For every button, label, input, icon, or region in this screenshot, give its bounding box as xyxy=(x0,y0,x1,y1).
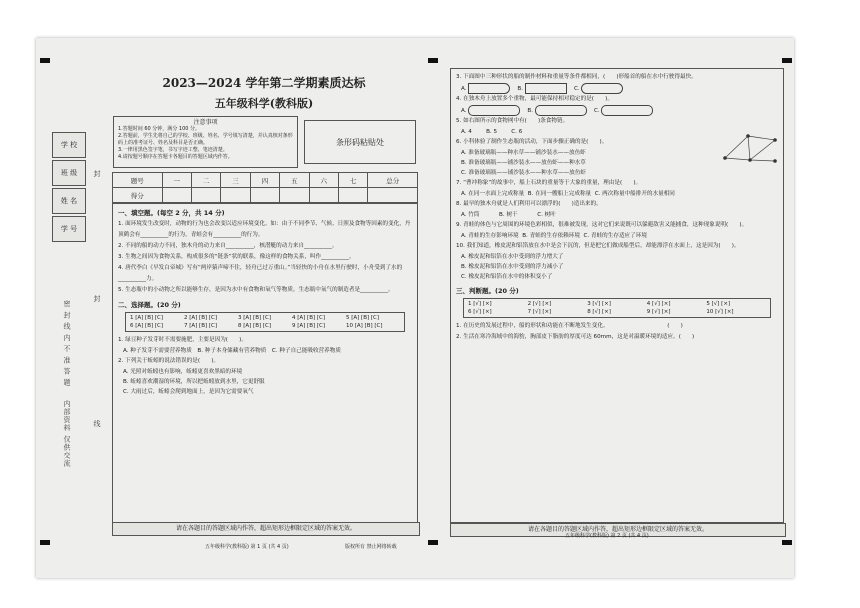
exam-subtitle: 五年级科学(教科版) xyxy=(214,97,314,110)
instructions-box xyxy=(113,116,298,168)
score-header: 三 xyxy=(221,173,250,188)
instruction-item: 2.答题前，学生先将自己的学校、班级、姓名、学号填写清楚，并认真核对条形码上的准考证号、姓名及科目是否正确。 xyxy=(118,133,293,146)
instruction-item: 4.请按题号顺序在答题卡各题目的答题区域内作答。 xyxy=(118,154,233,160)
score-table xyxy=(112,172,418,203)
food-web-diagram xyxy=(720,128,780,166)
registration-mark xyxy=(782,58,792,63)
student-info-column xyxy=(52,132,86,244)
option-label: B. xyxy=(527,108,534,114)
registration-mark xyxy=(428,58,438,63)
score-header: 总分 xyxy=(368,173,418,188)
score-header: 五 xyxy=(280,173,309,188)
option: B. 树干 xyxy=(499,212,518,218)
question: 5. 生态瓶中的小动物之所以能够生存，是因为水中有食物和氧气等物质。生态瓶中氧气的制造者是__________。 xyxy=(118,287,394,293)
answer-bubble[interactable]: 7 [√] [×] xyxy=(527,309,552,315)
seal-mark: 封 xyxy=(93,295,101,303)
question: 1. 在历史的发展过程中，船的形状和功能在不断地发生变化。 ( ) xyxy=(456,323,683,329)
option-label: A. xyxy=(461,86,467,92)
option: A. 4 xyxy=(461,129,472,135)
option: A. 在同一水面上完成称量 xyxy=(461,191,525,197)
question: 8. 最早的独木舟就是人们利用可以漂浮的( )造出来的。 xyxy=(456,201,602,207)
score-header: 一 xyxy=(162,173,191,188)
answer-bubble[interactable]: 5 [√] [×] xyxy=(706,301,731,307)
option: C. 大雨过后，蚯蚓会爬到地面上，是因为它需要氧气 xyxy=(123,389,254,395)
score-header: 二 xyxy=(191,173,220,188)
answer-bubble[interactable]: 1 [A] [B] [C] xyxy=(130,315,163,321)
question: 3. 下面图中三种形状的船的制作材料和重量等条件都相同，( )形船首的船在水中行驶得最快。 xyxy=(456,74,697,80)
student-number-field[interactable]: 学 号 xyxy=(52,216,86,242)
internal-material-notice: 内部资料 仅供交流 xyxy=(63,400,71,468)
option: C. 两次称量中船排开的水量相同 xyxy=(594,191,675,197)
answer-bubble[interactable]: 3 [√] [×] xyxy=(587,301,611,307)
canoe-icon xyxy=(535,105,587,116)
score-cell[interactable] xyxy=(368,188,418,203)
score-header: 四 xyxy=(250,173,279,188)
copyright-notice: 版权所有 禁止网络转载 xyxy=(345,544,397,550)
option: A. 准备玻璃瓶——种水草——铺沙装水——放鱼虾 xyxy=(461,150,586,156)
score-cell[interactable] xyxy=(309,188,338,203)
section-title: 三、判断题。(20 分) xyxy=(456,287,519,295)
barcode-area: 条形码粘贴处 xyxy=(304,120,416,164)
score-cell[interactable] xyxy=(250,188,279,203)
answer-bubble[interactable]: 9 [A] [B] [C] xyxy=(292,323,325,329)
answer-bubble[interactable]: 2 [A] [B] [C] xyxy=(184,315,217,321)
option: C. 青蛙的生存适应了环境 xyxy=(583,233,647,239)
score-header: 六 xyxy=(309,173,338,188)
option: C. 准备玻璃瓶——铺沙装水——种水草——放鱼虾 xyxy=(461,170,586,176)
question: 4. 唐代李白《早发白帝城》写有“两岸猿声啼不住，轻舟已过万重山。”当轻快的小舟在水里行驶时，小舟受到了水的__________力。 xyxy=(118,265,403,282)
score-cell[interactable] xyxy=(338,188,367,203)
score-row-label: 得分 xyxy=(113,188,163,203)
answer-bubble[interactable]: 10 [√] [×] xyxy=(706,309,734,315)
option: B. 准备玻璃瓶——铺沙装水——放鱼虾——种水草 xyxy=(461,160,586,166)
class-field[interactable]: 班 级 xyxy=(52,160,86,186)
option: C. 橡皮泥和铝箔在水中的体积变小了 xyxy=(461,274,553,280)
instruction-item: 1.答题时间 60 分钟，满分 100 分。 xyxy=(118,126,201,132)
answer-bubble[interactable]: 1 [√] [×] xyxy=(468,301,492,307)
canoe-icon xyxy=(468,105,520,116)
answer-bubble[interactable]: 4 [√] [×] xyxy=(646,301,671,307)
choice-answer-grid xyxy=(125,312,405,332)
section-title: 二、选择题。(20 分) xyxy=(118,301,181,309)
boat-shape-icon xyxy=(468,83,510,94)
instructions-heading: 注意事项 xyxy=(193,119,218,126)
option: C. 6 xyxy=(511,129,523,135)
question: 4. 在独木舟上放置多个重物，最可能保持相对稳定的是( )。 xyxy=(456,96,613,102)
answer-bubble[interactable]: 6 [A] [B] [C] xyxy=(130,323,163,329)
question: 7. “曹冲称象”的故事中，船上石块的重量等于大象的重量，理由是( )。 xyxy=(456,180,642,186)
answer-bubble[interactable]: 3 [A] [B] [C] xyxy=(238,315,271,321)
canoe-load-options xyxy=(461,105,773,116)
option: C. 树叶 xyxy=(537,212,556,218)
option-label: C. xyxy=(573,86,580,92)
footer-warning: 请在各题目的答题区域内作答，超出矩形边框限定区域的答案无效。 xyxy=(450,523,786,537)
boat-shape-icon xyxy=(525,83,567,94)
answer-bubble[interactable]: 4 [A] [B] [C] xyxy=(292,315,325,321)
option: A. 竹筒 xyxy=(461,212,480,218)
page-two xyxy=(450,68,784,538)
option: A. 橡皮泥和铝箔在水中受到的浮力增大了 xyxy=(461,254,564,260)
option: B. 5 xyxy=(486,129,498,135)
page-number: 五年级科学(教科版) 第 1 页 (共 4 页) xyxy=(205,544,289,550)
name-field[interactable]: 姓 名 xyxy=(52,188,86,214)
option: A. 青蛙的生存影响环境 xyxy=(461,233,519,239)
option-label: B. xyxy=(517,86,524,92)
answer-bubble[interactable]: 9 [√] [×] xyxy=(646,309,671,315)
registration-mark xyxy=(40,58,50,63)
seal-mark: 封 xyxy=(93,170,101,178)
question: 1. 面环境发生改变时，动物的行为也会改变以适应环境变化。如：由于不同季节、气候、日照及食物等因素的变化，丹顶鹤会有__________的行为，青蛙会有__________的行为。 xyxy=(118,221,411,238)
option: B. 在同一艘船上完成称量 xyxy=(527,191,592,197)
registration-mark xyxy=(782,540,792,545)
score-cell[interactable] xyxy=(280,188,309,203)
answer-bubble[interactable]: 6 [√] [×] xyxy=(468,309,492,315)
instruction-item: 3.一律用黑色签字笔，书写字迹工整、笔迹清楚。 xyxy=(118,147,228,153)
option-label: A. xyxy=(461,108,467,114)
score-header: 题号 xyxy=(113,173,163,188)
question: 2. 生活在寒冷海域中的海豹，胸部皮下脂肪的厚度可达 60mm，这是对温暖环境的适应。( ) xyxy=(456,334,695,340)
section-title: 一、填空题。(每空 2 分，共 14 分) xyxy=(118,209,225,217)
option: A. 光照对蚯蚓也有影响，蚯蚓更喜欢黑暗的环境 xyxy=(123,369,243,375)
answer-bubble[interactable]: 8 [A] [B] [C] xyxy=(238,323,271,329)
registration-mark xyxy=(40,540,50,545)
question-box-left xyxy=(112,203,418,523)
question-options xyxy=(461,231,773,241)
question: 2. 不同的船的动力不同，独木舟的动力来自__________，核潜艇的动力来自__________。 xyxy=(118,243,338,249)
line-mark: 线 xyxy=(93,420,101,428)
option: B. 青蛙的生存依赖环境 xyxy=(522,233,580,239)
question: 10. 我们知道，橡皮泥和铝箔放在水中是会下沉的，但是把它们做成船型后，却能漂浮在水面上，这是因为( )。 xyxy=(456,243,740,249)
question: 9. 青蛙的体色与它周围的环境色彩相似，很难被发现，这对它们来说既可以躲避敌害又能捕食，这种现象说明( )。 xyxy=(456,222,748,228)
seal-line-notice: 密 封 线 内 不 准 答 题 xyxy=(63,300,71,387)
option: B. 橡皮泥和铝箔在水中受到的浮力减小了 xyxy=(461,264,564,270)
score-cell[interactable] xyxy=(162,188,191,203)
score-cell[interactable] xyxy=(221,188,250,203)
true-false-answer-grid xyxy=(463,298,771,318)
answer-bubble[interactable]: 5 [A] [B] [C] xyxy=(346,315,379,321)
answer-bubble[interactable]: 10 [A] [B] [C] xyxy=(346,323,383,329)
question-options xyxy=(461,210,773,220)
registration-mark xyxy=(428,540,438,545)
option: B. 蚯蚓喜欢潮湿的环境，所以把蚯蚓放到水里，它更舒服 xyxy=(123,379,265,385)
canoe-icon xyxy=(601,105,653,116)
boat-shape-options xyxy=(461,83,773,94)
question: 2. 下列关于蚯蚓的说法错误的是( )。 xyxy=(118,358,219,364)
question: 6. 小科体验了制作生态瓶的活动，下面步骤正确的是( )。 xyxy=(456,139,608,145)
question-options xyxy=(461,189,773,199)
answer-bubble[interactable]: 8 [√] [×] xyxy=(587,309,611,315)
option-label: C. xyxy=(593,108,600,114)
footer-warning: 请在各题目的答题区域内作答，超出矩形边框限定区域的答案无效。 xyxy=(112,522,420,536)
answer-bubble[interactable]: 2 [√] [×] xyxy=(527,301,552,307)
answer-bubble[interactable]: 7 [A] [B] [C] xyxy=(184,323,217,329)
question: 3. 生物之间因为食物关系，构成很多的“链条”状的联系，像这样的食物关系，叫作__________。 xyxy=(118,254,355,260)
page-one xyxy=(108,68,420,538)
school-field[interactable]: 学 校 xyxy=(52,132,86,158)
exam-title: 2023—2024 学年第二学期素质达标 xyxy=(162,76,366,90)
boat-shape-icon xyxy=(581,83,623,94)
question: 5. 如右图所示的食物网中有( )条食物链。 xyxy=(456,118,569,124)
score-cell[interactable] xyxy=(191,188,220,203)
question-options: A. 种子发芽不需要营养物质 B. 种子本身储藏有营养物质 C. 种子自己能吸收营养物质 xyxy=(123,348,341,354)
score-header: 七 xyxy=(338,173,367,188)
page-number: 五年级科学(教科版) 第 2 页 (共 4 页) xyxy=(565,533,649,539)
question: 1. 绿豆种子发芽时不需要施肥，主要是因为( )。 xyxy=(118,337,247,343)
